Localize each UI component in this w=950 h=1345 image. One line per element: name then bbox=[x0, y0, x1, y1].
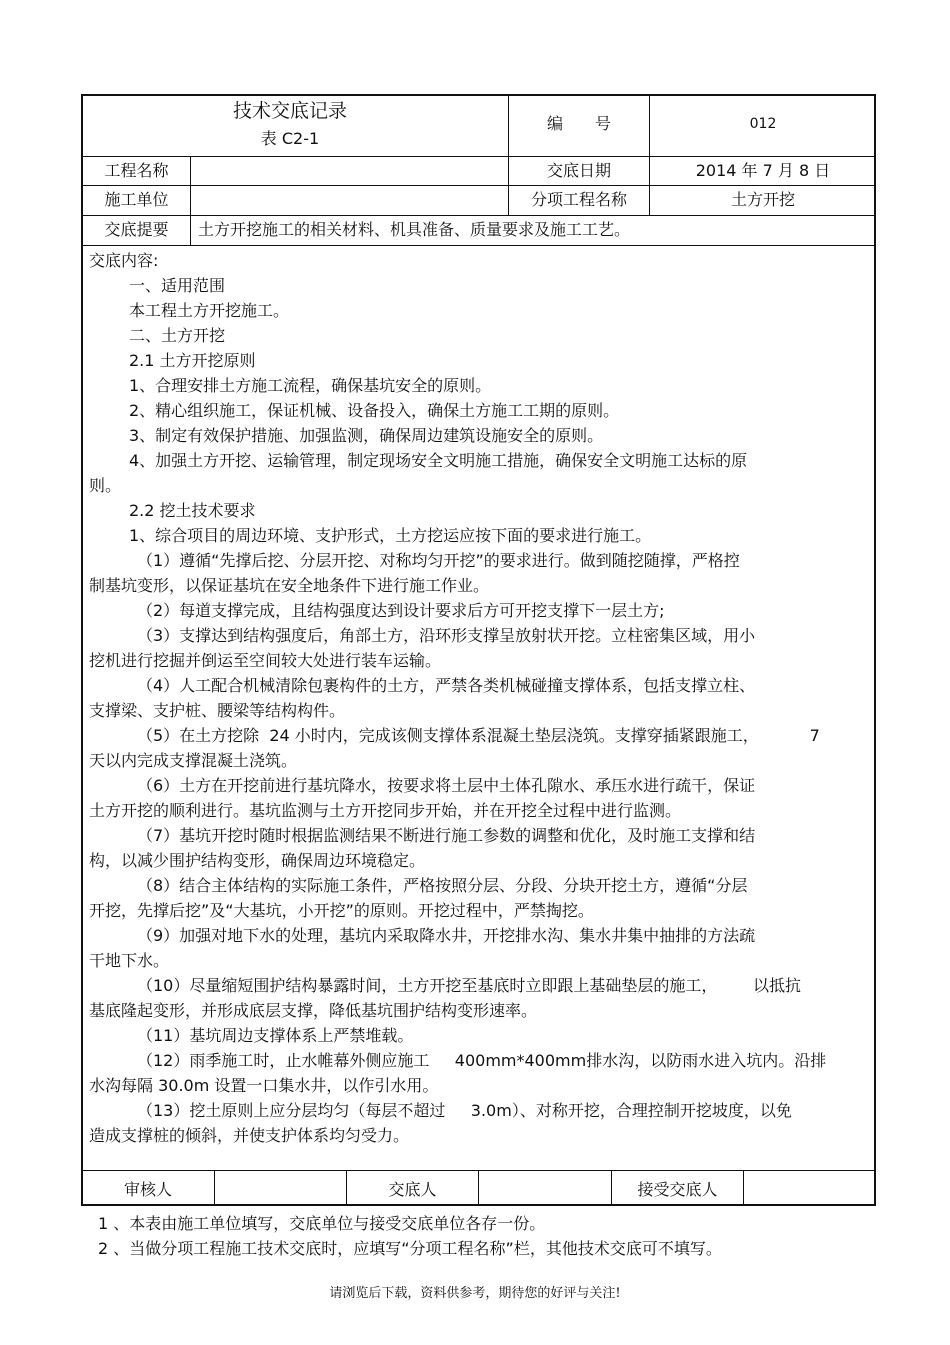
content-line: （12）雨季施工时，止水帷幕外侧应施工 400mm*400mm排水沟，以防雨水进入坑内。沿排 bbox=[137, 1051, 827, 1070]
content-line: （4）人工配合机械清除包裹构件的土方，严禁各类机械碰撞支撑体系，包括支撑立柱、 bbox=[137, 676, 756, 695]
content-line: 1、合理安排土方施工流程，确保基坑安全的原则。 bbox=[129, 376, 492, 395]
content-line: 4、加强土方开挖、运输管理，制定现场安全文明施工措施，确保安全文明施工达标的原 bbox=[129, 451, 748, 470]
contractor-label: 施工单位 bbox=[104, 190, 169, 209]
content-line: 开挖，先撑后挖”及“大基坑，小开挖”的原则。开挖过程中，严禁掏挖。 bbox=[89, 901, 594, 920]
project-name-label: 工程名称 bbox=[104, 161, 169, 180]
content-line: （13）挖土原则上应分层均匀（每层不超过 3.0m）、对称开挖，合理控制开挖坡度，以免 bbox=[137, 1101, 792, 1120]
form-title: 技术交底记录 bbox=[232, 100, 347, 122]
row-divider bbox=[81, 156, 876, 157]
subproject-value[interactable]: 土方开挖 bbox=[730, 190, 795, 209]
form-code: 表 C2-1 bbox=[260, 129, 320, 148]
content-line: 干地下水。 bbox=[89, 951, 170, 970]
content-line: （6）土方在开挖前进行基坑降水，按要求将土层中土体孔隙水、承压水进行疏干，保证 bbox=[137, 776, 756, 795]
note-line: 2 、当做分项工程施工技术交底时，应填写“分项工程名称”栏，其他技术交底可不填写。 bbox=[98, 1239, 722, 1258]
disclosure-content bbox=[89, 248, 869, 1148]
content-line: （10）尽量缩短围护结构暴露时间，土方开挖至基底时立即跟上基础垫层的施工， 以抵抗 bbox=[137, 976, 801, 995]
content-line: （9）加强对地下水的处理，基坑内采取降水井，开挖排水沟、集水井集中抽排的方法疏 bbox=[137, 926, 756, 945]
subproject-label: 分项工程名称 bbox=[530, 190, 627, 209]
summary-value[interactable]: 土方开挖施工的相关材料、机具准备、质量要求及施工工艺。 bbox=[198, 220, 631, 239]
content-line: 3、制定有效保护措施、加强监测，确保周边建筑设施安全的原则。 bbox=[129, 426, 604, 445]
content-line: 一、适用范围 bbox=[129, 276, 226, 295]
content-line: （2）每道支撑完成，且结构强度达到设计要求后方可开挖支撑下一层土方; bbox=[137, 601, 665, 620]
content-line: （3）支撑达到结构强度后，角部土方，沿环形支撑呈放射状开挖。立柱密集区域，用小 bbox=[137, 626, 756, 645]
content-line: 1、综合项目的周边环境、支护形式，土方挖运应按下面的要求进行施工。 bbox=[129, 526, 652, 545]
presenter-label: 交底人 bbox=[388, 1180, 437, 1199]
content-line: 2、精心组织施工，保证机械、设备投入，确保土方施工工期的原则。 bbox=[129, 401, 620, 420]
content-line: 造成支撑桩的倾斜，并使支护体系均匀受力。 bbox=[89, 1126, 410, 1145]
content-line: 2.1 土方开挖原则 bbox=[129, 351, 256, 370]
content-line: （8）结合主体结构的实际施工条件，严格按照分层、分段、分块开挖土方，遵循“分层 bbox=[137, 876, 748, 895]
content-heading: 交底内容: bbox=[89, 251, 159, 270]
summary-label: 交底提要 bbox=[104, 220, 169, 239]
row-divider bbox=[81, 185, 876, 186]
content-line: 水沟每隔 30.0m 设置一口集水井，以作引水用。 bbox=[89, 1076, 439, 1095]
date-label: 交底日期 bbox=[546, 161, 611, 180]
content-line: 制基坑变形，以保证基坑在安全地条件下进行施工作业。 bbox=[89, 576, 490, 595]
content-line: （1）遵循“先撑后挖、分层开挖、对称均匀开挖”的要求进行。做到随挖随撑，严格控 bbox=[137, 551, 740, 570]
date-value[interactable]: 2014 年 7 月 8 日 bbox=[695, 161, 831, 180]
column-divider bbox=[190, 156, 191, 245]
content-line: 二、土方开挖 bbox=[129, 326, 226, 345]
content-line: （5）在土方挖除 24 小时内，完成该侧支撑体系混凝土垫层浇筑。支撑穿插紧跟施工， 7 bbox=[137, 726, 820, 745]
receiver-label: 接受交底人 bbox=[637, 1180, 718, 1199]
content-line: （7）基坑开挖时随时根据监测结果不断进行施工参数的调整和优化，及时施工支撑和结 bbox=[137, 826, 756, 845]
row-divider bbox=[81, 215, 876, 216]
receiver-signature[interactable] bbox=[744, 1180, 874, 1200]
note-line: 1 、本表由施工单位填写，交底单位与接受交底单位各存一份。 bbox=[98, 1214, 546, 1233]
number-value[interactable]: 012 bbox=[749, 116, 777, 132]
content-line: 构，以减少围护结构变形，确保周边环境稳定。 bbox=[89, 851, 426, 870]
content-line: 挖机进行挖掘并倒运至空间较大处进行装车运输。 bbox=[89, 651, 442, 670]
number-label: 编 号 bbox=[546, 114, 611, 133]
content-line: 2.2 挖土技术要求 bbox=[129, 501, 256, 520]
content-line: 本工程土方开挖施工。 bbox=[129, 301, 290, 320]
content-line: （11）基坑周边支撑体系上严禁堆载。 bbox=[137, 1026, 414, 1045]
content-line: 基底隆起变形，并形成底层支撑，降低基坑围护结构变形速率。 bbox=[89, 1001, 538, 1020]
presenter-signature[interactable] bbox=[479, 1180, 611, 1200]
download-notice: 请浏览后下载，资料供参考，期待您的好评与关注! bbox=[329, 1286, 621, 1301]
row-divider bbox=[81, 245, 876, 246]
content-line: 则。 bbox=[89, 476, 122, 495]
content-line: 支撑梁、支护桩、腰梁等结构构件。 bbox=[89, 701, 346, 720]
content-line: 土方开挖的顺利进行。基坑监测与土方开挖同步开始，并在开挖全过程中进行监测。 bbox=[89, 801, 682, 820]
content-line: 天以内完成支撑混凝土浇筑。 bbox=[89, 751, 298, 770]
reviewer-label: 审核人 bbox=[123, 1180, 172, 1199]
reviewer-signature[interactable] bbox=[215, 1180, 346, 1200]
